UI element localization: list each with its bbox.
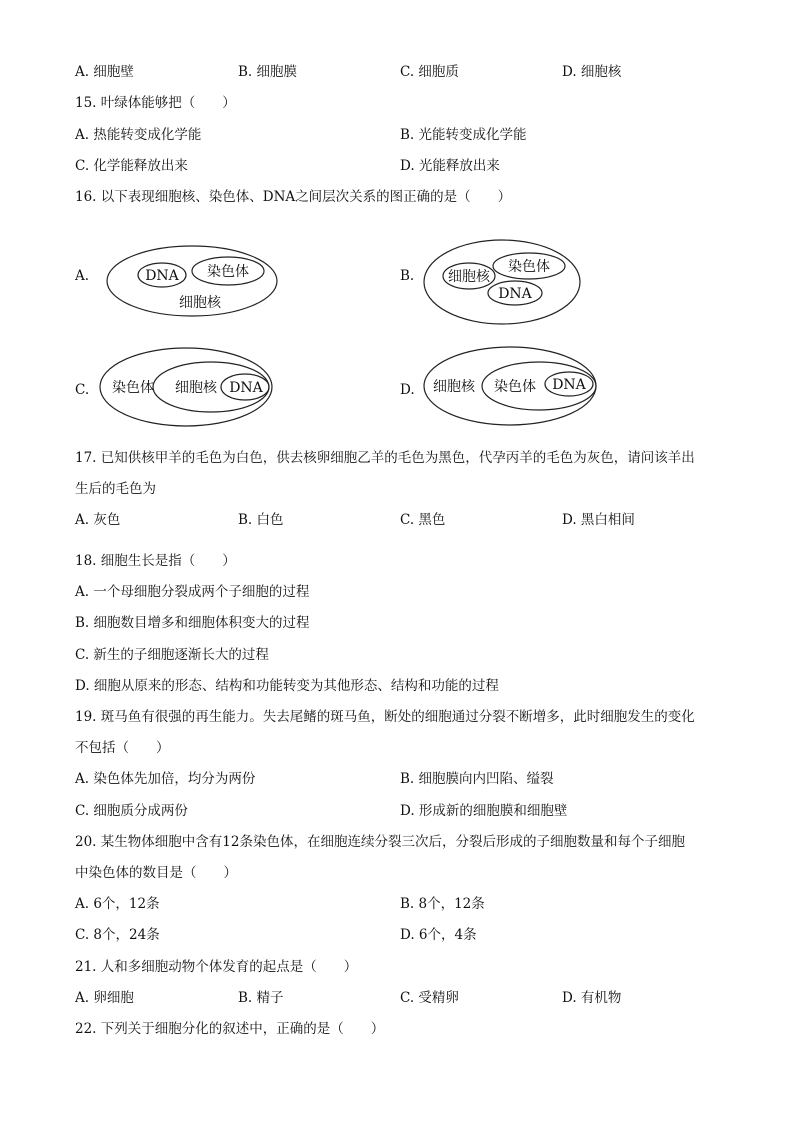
q20-option-c: C. 8个，24条 (75, 927, 160, 943)
q20-option-a: A. 6个，12条 (75, 896, 160, 912)
q15-option-a: A. 热能转变成化学能 (75, 127, 202, 143)
diagram-b-dna-text: DNA (498, 286, 532, 302)
q15-option-d: D. 光能释放出来 (400, 158, 500, 174)
q21-stem: 21. 人和多细胞动物个体发育的起点是（ ） (75, 959, 358, 975)
q22-stem: 22. 下列关于细胞分化的叙述中，正确的是（ ） (75, 1021, 385, 1037)
q15-option-c: C. 化学能释放出来 (75, 158, 188, 174)
q16-label-d: D. (400, 382, 415, 398)
q17-stem-line2: 生后的毛色为 (75, 481, 156, 497)
q15-option-b: B. 光能转变成化学能 (400, 127, 527, 143)
q14-option-b: B. 细胞膜 (238, 64, 298, 80)
q21-option-c: C. 受精卵 (400, 990, 459, 1006)
q18-option-b: B. 细胞数目增多和细胞体积变大的过程 (75, 615, 310, 631)
q16-label-c: C. (75, 382, 90, 398)
q20-option-b: B. 8个，12条 (400, 896, 485, 912)
q16-label-a: A. (75, 268, 90, 284)
q19-option-b: B. 细胞膜向内凹陷、缢裂 (400, 771, 554, 787)
q20-option-d: D. 6个，4条 (400, 927, 477, 943)
q17-stem-line1: 17. 已知供核甲羊的毛色为白色，供去核卵细胞乙羊的毛色为黑色，代孕丙羊的毛色为灰色，请问该羊出 (75, 450, 695, 466)
q19-option-d: D. 形成新的细胞膜和细胞壁 (400, 803, 568, 819)
q17-option-b: B. 白色 (238, 512, 284, 528)
q14-option-c: C. 细胞质 (400, 64, 459, 80)
q17-option-a: A. 灰色 (75, 512, 121, 528)
q18-stem: 18. 细胞生长是指（ ） (75, 553, 236, 569)
q16-label-b: B. (400, 268, 415, 284)
q16-diagram-a (105, 244, 280, 319)
diagram-a-chromosome-text: 染色体 (207, 264, 249, 280)
q16-stem: 16. 以下表现细胞核、染色体、DNA之间层次关系的图正确的是（ ） (75, 189, 512, 205)
diagram-d-chromosome-text: 染色体 (494, 379, 536, 395)
q19-stem-line1: 19. 斑马鱼有很强的再生能力。失去尾鳍的斑马鱼，断处的细胞通过分裂不断增多，此时细胞发生的变化 (75, 709, 695, 725)
diagram-b-nucleus-text: 细胞核 (448, 269, 490, 285)
diagram-c-chromosome-text: 染色体 (112, 380, 154, 396)
q16-diagram-b (422, 238, 582, 326)
diagram-a-nucleus-text: 细胞核 (179, 295, 221, 311)
diagram-d-nucleus-text: 细胞核 (433, 379, 475, 395)
q17-option-c: C. 黑色 (400, 512, 446, 528)
q21-option-b: B. 精子 (238, 990, 284, 1006)
q20-stem-line1: 20. 某生物体细胞中含有12条染色体，在细胞连续分裂三次后，分裂后形成的子细胞数量和每个子细胞 (75, 834, 685, 850)
diagram-c-dna-text: DNA (229, 380, 263, 396)
q14-option-d: D. 细胞核 (562, 64, 622, 80)
diagram-a-dna-text: DNA (145, 268, 179, 284)
diagram-d-dna-text: DNA (552, 377, 586, 393)
q20-stem-line2: 中染色体的数目是（ ） (75, 865, 237, 881)
q16-diagram-d (422, 345, 598, 427)
q14-option-a: A. 细胞壁 (75, 64, 134, 80)
q17-option-d: D. 黑白相间 (562, 512, 635, 528)
q16-diagram-c (98, 346, 274, 428)
q15-stem: 15. 叶绿体能够把（ ） (75, 95, 236, 111)
q21-option-a: A. 卵细胞 (75, 990, 134, 1006)
diagram-c-nucleus-text: 细胞核 (175, 380, 217, 396)
q18-option-d: D. 细胞从原来的形态、结构和功能转变为其他形态、结构和功能的过程 (75, 678, 499, 694)
diagram-b-chromosome-text: 染色体 (508, 259, 550, 275)
q21-option-d: D. 有机物 (562, 990, 622, 1006)
q18-option-a: A. 一个母细胞分裂成两个子细胞的过程 (75, 584, 310, 600)
q19-stem-line2: 不包括（ ） (75, 740, 170, 756)
q18-option-c: C. 新生的子细胞逐渐长大的过程 (75, 647, 269, 663)
q19-option-c: C. 细胞质分成两份 (75, 803, 188, 819)
q19-option-a: A. 染色体先加倍，均分为两份 (75, 771, 256, 787)
